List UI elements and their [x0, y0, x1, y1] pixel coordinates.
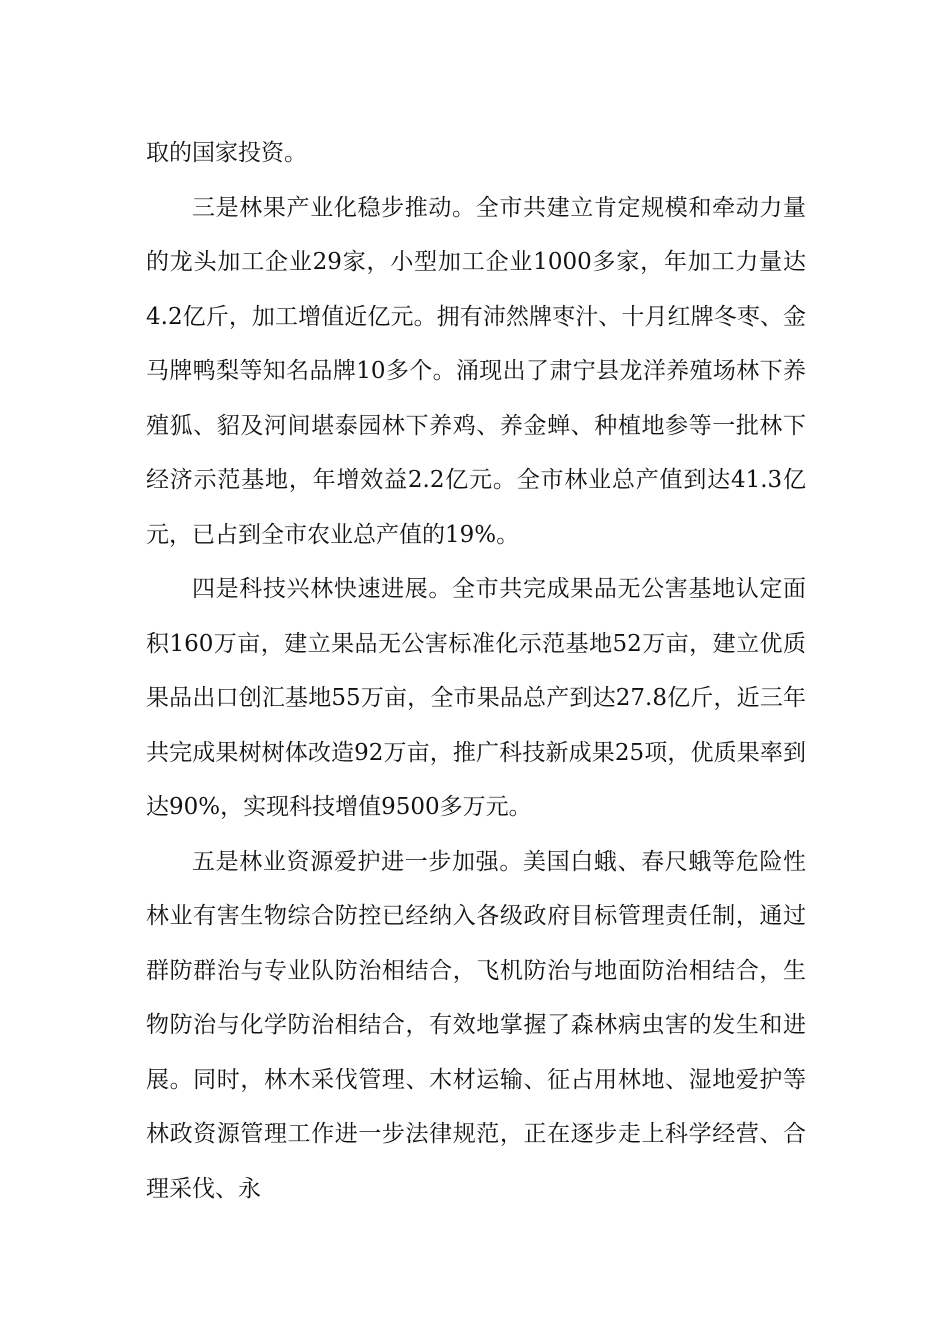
paragraph-1: 取的国家投资。	[146, 140, 307, 166]
paragraph-4: 五是林业资源爱护进一步加强。美国白蛾、春尺蛾等危险性林业有害生物综合防控已经纳入各级政府目标管理责任制，通过群防群治与专业队防治相结合，飞机防治与地面防治相结合，生物防治与化学防治相结合，有效地掌握了森林病虫害的发生和进展。同时，林木采伐管理、木材运输、征占用林地、湿地爱护等林政资源管理工作进一步法律规范，正在逐步走上科学经营、合理采伐、永	[146, 848, 806, 1202]
paragraph-3: 四是科技兴林快速进展。全市共完成果品无公害基地认定面积160万亩，建立果品无公害标准化示范基地52万亩，建立优质果品出口创汇基地55万亩，全市果品总产到达27.8亿斤，近三年共完成果树树体改造92万亩，推广科技新成果25项，优质果率到达90%，实现科技增值9500多万元。	[146, 576, 806, 820]
paragraph-2: 三是林果产业化稳步推动。全市共建立肯定规模和牵动力量的龙头加工企业29家，小型加工企业1000多家，年加工力量达4.2亿斤，加工增值近亿元。拥有沛然牌枣汁、十月红牌冬枣、金马牌鸭梨等知名品牌10多个。涌现出了肃宁县龙洋养殖场林下养殖狐、貂及河间堪泰园林下养鸡、养金蝉、种植地参等一批林下经济示范基地，年增效益2.2亿元。全市林业总产值到达41.3亿元，已占到全市农业总产值的19%。	[146, 194, 806, 548]
document-body	[146, 126, 806, 1216]
